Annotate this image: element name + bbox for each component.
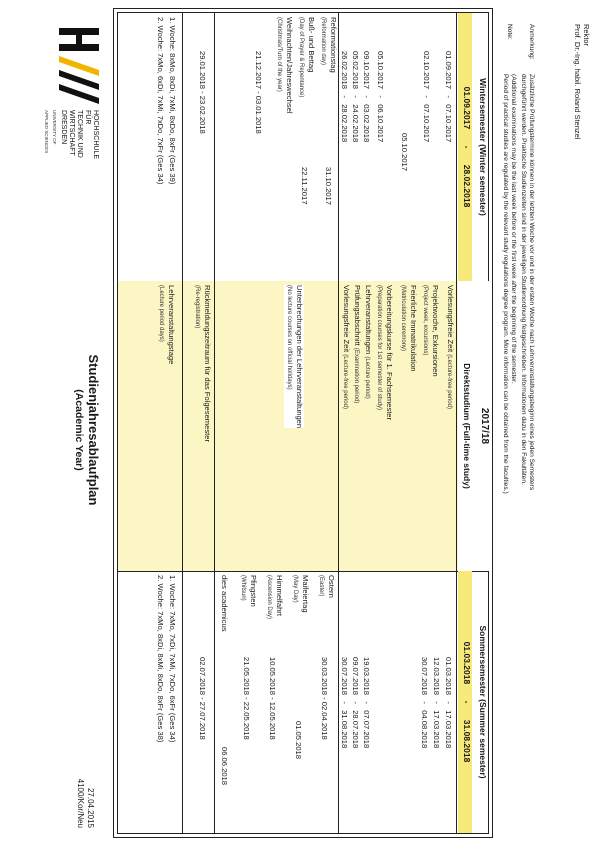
winter-end: 28.02.2018	[462, 164, 472, 208]
winter-dash: -	[462, 145, 472, 149]
reregistration-label: Rückmeldungszeitraum für das Folgesemester (Re-registration)	[194, 285, 212, 443]
summer-reregistration: 02.07.2018 - 27.07.2018	[198, 657, 207, 740]
period-lecture-free-1: Vorlesungsfreie Zeit (Lecture-free period)	[446, 285, 455, 409]
schedule-table	[113, 8, 493, 838]
signature-block	[573, 24, 591, 139]
winter-row-1: 01.09.2017 - 07.10.2017	[444, 51, 453, 143]
university-name-line2: TECHNIK UND WIRTSCHAFT	[68, 110, 83, 158]
university-logo	[44, 26, 101, 160]
summer-row-1: 01.03.2018 - 17.03.2018	[444, 657, 453, 749]
winter-holiday-1-date: 31.10.2017	[324, 167, 333, 206]
winter-row-2: 02.10.2017 - 07.10.2017	[422, 51, 431, 143]
winter-row-6: 05.02.2018 - 24.02.2018	[351, 51, 360, 143]
summer-holiday-mayday-date: 01.05.2018	[294, 721, 303, 760]
summer-holiday-whitsun: Pfingsten (Whitsun)	[240, 575, 258, 607]
period-examinations: Prüfungsabschnitt (Examination period)	[353, 285, 362, 404]
holiday-interruptions: Unterbrechungen der Lehrveranstaltungen (No lecture courses on official holidays)	[286, 285, 304, 429]
university-name-en: UNIVERSITY OF APPLIED SCIENCES	[44, 110, 57, 154]
winter-row-5: 09.10.2017 - 03.02.2018	[362, 51, 371, 143]
summer-end: 31.08.2018	[462, 719, 472, 763]
summer-holiday-easter: Ostern (Easter)	[318, 575, 336, 598]
winter-header: Wintersemester (Winter semester)	[478, 78, 488, 216]
summer-holiday-mayday: Maifeiertag (May Day)	[292, 575, 310, 613]
summer-row-7: 30.07.2018 - 31.08.2018	[340, 657, 349, 749]
lecture-days-label: Lehrveranstaltungstage (Lecture period days)	[158, 285, 176, 365]
winter-period	[458, 13, 472, 281]
summer-dies-academicus-date: 06.06.2018	[220, 747, 229, 786]
schedule-table-inner	[117, 12, 489, 834]
winter-holiday-1: Reformationstag (Reformation day)	[320, 17, 338, 73]
period-lecture-free-2: Vorlesungsfreie Zeit (Lecture-free period)	[342, 285, 351, 409]
period-preparation-courses: Vorbereitungskurse für 1. Fachsemester (Preparation courses for 1st semester of study)	[376, 285, 394, 421]
summer-dash: -	[462, 700, 472, 704]
winter-row-7: 26.02.2018 - 28.02.2018	[340, 51, 349, 143]
winter-semester-column	[118, 13, 488, 282]
summer-week-2: 2. Woche: 7xMo, 8xDi, 8xMi, 8xDo, 8xFr (Ges 38)	[156, 575, 165, 743]
signatory-role: Rektor	[582, 24, 591, 47]
winter-holiday-3: Weihnachten/Jahreswechsel (Christmas/Turn of the year)	[276, 17, 294, 114]
summer-week-1: 1. Woche: 7xMo, 7xDi, 7xMi, 7xDo, 6xFr (Ges 34)	[168, 575, 177, 743]
winter-start: 01.09.2017	[462, 86, 472, 130]
summer-row-6: 09.07.2018 - 28.07.2018	[351, 657, 360, 749]
winter-holiday-3-date: 21.12.2017 - 03.01.2018	[254, 51, 263, 134]
note-text-de-2: durchgeführt werden. Praktische Studienzeiten sind in der jeweiligen Studienordnung festgeschrieben. Informationen dazu in den Fakultäten.	[520, 74, 527, 485]
summer-period	[458, 571, 472, 833]
winter-reregistration: 29.01.2018 - 23.02.2018	[198, 51, 207, 134]
summer-row-2: 12.03.2018 - 17.03.2018	[432, 657, 441, 749]
summer-row-3: 30.07.2018 - 04.08.2018	[420, 657, 429, 749]
university-name	[42, 110, 99, 159]
winter-week-1: 1. Woche: 8xMo, 8xDi, 7xMi, 8xDo, 8xFr (Ges 39)	[168, 17, 177, 185]
winter-holiday-2: Buß- und Bettag (Day of Prayer & Repentance)	[298, 17, 316, 98]
winter-holiday-2-date: 22.11.2017	[300, 167, 309, 205]
university-name-line3: DRESDEN	[60, 110, 67, 145]
summer-holiday-whitsun-date: 21.05.2018 - 22.05.2018	[242, 657, 251, 740]
winter-row-4: 05.10.2017 - 06.10.2017	[376, 51, 385, 143]
summer-semester-column	[118, 571, 488, 833]
winter-week-2: 2. Woche: 7xMo, 6xDi, 7xMi, 7xDo, 7xFr (Ges 34)	[156, 17, 165, 185]
document-title-block	[73, 300, 101, 560]
htw-logo-icon	[55, 26, 101, 106]
document-date: 27.04.2015	[86, 787, 95, 828]
summer-holiday-ascension-date: 10.05.2018 - 12.05.2018	[268, 657, 277, 740]
note-label-de: Anmerkung:	[528, 24, 535, 60]
summer-start: 01.03.2018	[462, 641, 472, 685]
document-reference	[75, 779, 95, 828]
summer-row-5: 19.03.2018 - 07.07.2018	[362, 657, 371, 749]
note-text-en-2: Period of practical studies are regulated by the relevant study regulations degree program. More information can be obtained from the faculties.)	[502, 74, 509, 494]
notes-section	[497, 24, 541, 824]
period-lectures: Lehrveranstaltungen (Lecture period)	[364, 285, 373, 399]
university-name-line1: HOCHSCHULE FÜR	[84, 110, 99, 160]
note-text-en-1: (Additional examinations may be the last week before or the first week after the beginning of the semester.	[510, 74, 517, 384]
document-ref-code: 4100/Kor/Neu	[76, 778, 85, 828]
year-label: 2017/18	[472, 281, 490, 571]
note-text-de-1: Zusätzliche Prüfungstermine können in der letzten Woche vor und in der ersten Woche nach Lehrveranstaltungsbeginn eines jeden Semesters	[528, 74, 535, 491]
document-subtitle: (Academic Year)	[73, 389, 85, 471]
note-label-en: Note:	[506, 24, 513, 40]
summer-holiday-ascension: Himmelfahrt (Ascension Day)	[266, 575, 284, 620]
period-project-week: Projektwoche, Exkursionen (Project week, excursions)	[422, 285, 440, 377]
signatory-name: Prof. Dr.-Ing. habil. Roland Stenzel	[573, 24, 582, 140]
summer-dies-academicus: dies academicus	[220, 575, 229, 632]
summer-header: Sommersemester (Summer semester)	[478, 625, 488, 779]
summer-holiday-easter-date: 30.03.2018 - 02.04.2018	[320, 657, 329, 740]
period-matriculation: Feierliche Immatrikulation (Matriculation ceremony)	[400, 285, 418, 372]
fulltime-study-column	[118, 281, 488, 572]
winter-row-3: 05.10.2017	[400, 133, 409, 172]
fulltime-header: Direktstudium (Full-time study)	[458, 281, 472, 571]
document-title: Studienjahresablaufplan	[86, 354, 101, 506]
